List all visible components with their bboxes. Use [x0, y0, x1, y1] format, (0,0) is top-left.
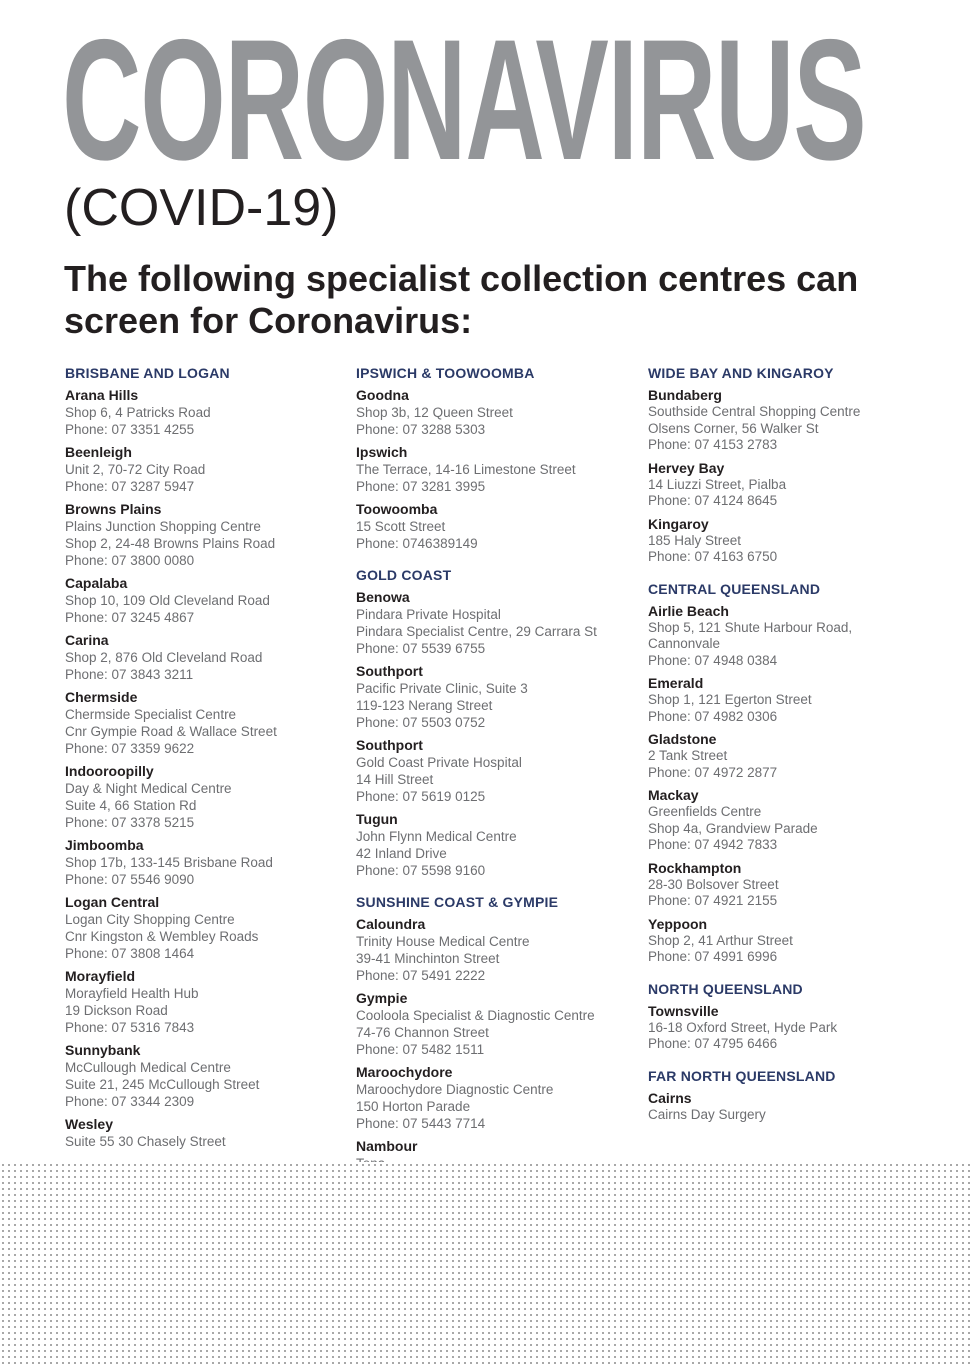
centre-detail: John Flynn Medical Centre	[356, 829, 517, 844]
centre-detail: Phone: 07 4124 8645	[648, 493, 778, 508]
centre-name: Jimboomba	[65, 837, 144, 853]
centre-detail: Trinity House Medical Centre	[356, 934, 530, 949]
centre-detail: Morayfield Health Hub	[65, 986, 199, 1001]
centre-entry	[65, 688, 345, 757]
centre-name: Benowa	[356, 589, 410, 605]
centre-name: Hervey Bay	[648, 459, 725, 476]
centre-detail: 14 Hill Street	[356, 772, 434, 787]
region-block	[648, 980, 928, 1053]
page-title: CORONAVIRUS	[62, 4, 866, 196]
centre-detail: Cnr Kingston & Wembley Roads	[65, 929, 259, 944]
centre-detail: Shop 1, 121 Egerton Street	[648, 692, 812, 707]
centre-entry	[356, 989, 636, 1058]
centre-name: Tugun	[356, 811, 398, 827]
centre-detail: McCullough Medical Centre	[65, 1060, 231, 1075]
centre-detail: 119-123 Nerang Street	[356, 698, 493, 713]
centre-entry	[356, 915, 636, 984]
centre-entry	[65, 836, 345, 888]
centre-detail: Phone: 07 4991 6996	[648, 949, 778, 964]
centre-name: Maroochydore	[356, 1064, 453, 1080]
centre-detail: Gold Coast Private Hospital	[356, 755, 522, 770]
centre-detail: Cairns Day Surgery	[648, 1106, 766, 1122]
column-2	[356, 364, 636, 1186]
centre-entry	[65, 500, 345, 569]
centre-name: Carina	[65, 632, 109, 648]
centre-detail: Phone: 07 3288 5303	[356, 422, 486, 437]
centre-name: Wesley	[65, 1116, 113, 1132]
centre-detail: Phone: 07 5503 0752	[356, 715, 486, 730]
centre-name: Southport	[356, 737, 423, 753]
centre-detail: 16-18 Oxford Street, Hyde Park	[648, 1019, 838, 1035]
centre-entry	[356, 1063, 636, 1132]
centre-entry	[648, 515, 928, 566]
centre-entry	[648, 1002, 928, 1053]
region-block	[356, 364, 636, 552]
centre-detail: Plains Junction Shopping Centre	[65, 519, 261, 534]
centre-name: Rockhampton	[648, 859, 742, 876]
centre-detail: Suite 55 30 Chasely Street	[65, 1134, 226, 1149]
centre-detail: Phone: 07 3245 4867	[65, 610, 195, 625]
centre-name: Mackay	[648, 787, 699, 803]
centre-detail: Phone: 07 4163 6750	[648, 549, 778, 564]
centre-entry	[65, 443, 345, 495]
centre-detail: Logan City Shopping Centre	[65, 912, 235, 927]
centre-detail: Suite 21, 245 McCullough Street	[65, 1077, 260, 1092]
centre-detail: Phone: 07 5482 1511	[356, 1042, 485, 1057]
centre-entry	[65, 574, 345, 626]
column-1	[65, 364, 345, 1164]
centre-entry	[648, 1089, 928, 1124]
region-block	[648, 580, 928, 966]
centre-entry	[356, 662, 636, 731]
region-block	[356, 566, 636, 879]
centre-name: Townsville	[648, 1002, 719, 1019]
centre-detail: Phone: 07 4153 2783	[648, 437, 778, 452]
centre-name: Arana Hills	[65, 387, 139, 403]
centre-detail: Phone: 0746389149	[356, 536, 478, 551]
centre-detail: Phone: 07 4795 6466	[648, 1036, 778, 1051]
centre-detail: Phone: 07 5598 9160	[356, 863, 486, 878]
centre-entry	[648, 602, 928, 670]
region-heading: FAR NORTH QUEENSLAND	[648, 1067, 836, 1084]
centre-detail: 28-30 Bolsover Street	[648, 876, 779, 892]
centre-detail: 74-76 Channon Street	[356, 1025, 489, 1040]
centre-entry	[65, 631, 345, 683]
centre-detail: 42 Inland Drive	[356, 846, 447, 861]
dotted-overlay	[0, 1162, 974, 1366]
centre-entry	[648, 915, 928, 966]
centre-detail: 19 Dickson Road	[65, 1003, 168, 1018]
centre-detail: Phone: 07 4972 2877	[648, 764, 778, 780]
centre-detail: Shop 6, 4 Patricks Road	[65, 405, 211, 420]
centre-name: Southport	[356, 663, 423, 679]
centre-detail: Cannonvale	[648, 636, 721, 651]
centre-detail: The Terrace, 14-16 Limestone Street	[356, 462, 576, 477]
centre-detail: 14 Liuzzi Street, Pialba	[648, 476, 787, 492]
centre-entry	[65, 386, 345, 438]
region-heading: SUNSHINE COAST & GYMPIE	[356, 894, 559, 910]
centre-name: Morayfield	[65, 968, 136, 984]
section-heading: The following specialist collection centres can screen for Coronavirus:	[64, 258, 859, 341]
centre-entry	[65, 893, 345, 962]
centre-detail: Shop 17b, 133-145 Brisbane Road	[65, 855, 273, 870]
region-block	[648, 364, 928, 566]
centre-detail: Shop 2, 24-48 Browns Plains Road	[65, 536, 276, 551]
centre-detail: Pindara Specialist Centre, 29 Carrara St	[356, 624, 597, 639]
centre-detail: Phone: 07 4948 0384	[648, 652, 778, 668]
centre-name: Toowoomba	[356, 501, 438, 517]
centre-detail: 185 Haly Street	[648, 532, 742, 548]
centre-name: Goodna	[356, 387, 409, 403]
centre-detail: Phone: 07 3344 2309	[65, 1094, 195, 1109]
centre-entry	[356, 386, 636, 438]
centre-entry	[356, 810, 636, 879]
region-block	[648, 1067, 928, 1124]
centre-detail: Shop 4a, Grandview Parade	[648, 820, 818, 836]
centre-entry	[65, 1115, 345, 1150]
centre-entry	[356, 588, 636, 657]
centre-name: Capalaba	[65, 575, 128, 591]
centre-entry	[65, 762, 345, 831]
centre-detail: Phone: 07 3351 4255	[65, 422, 195, 437]
centre-detail: Phone: 07 5546 9090	[65, 872, 195, 887]
centre-detail: 15 Scott Street	[356, 519, 446, 534]
centre-name: Chermside	[65, 689, 138, 705]
centre-entry	[648, 459, 928, 510]
centre-name: Airlie Beach	[648, 602, 729, 619]
centre-detail: Olsens Corner, 56 Walker St	[648, 420, 819, 436]
centre-detail: 2 Tank Street	[648, 748, 728, 763]
centre-entry	[356, 736, 636, 805]
centre-detail: Phone: 07 4942 7833	[648, 837, 778, 852]
centre-name: Logan Central	[65, 894, 160, 910]
centre-detail: Day & Night Medical Centre	[65, 781, 232, 796]
centre-detail: Phone: 07 5539 6755	[356, 641, 486, 656]
centre-detail: Shop 2, 41 Arthur Street	[648, 932, 793, 948]
centre-detail: Phone: 07 4921 2155	[648, 893, 778, 908]
centre-name: Cairns	[648, 1089, 692, 1106]
region-heading: CENTRAL QUEENSLAND	[648, 580, 821, 597]
centre-detail: Unit 2, 70-72 City Road	[65, 462, 206, 477]
centre-entry	[65, 1041, 345, 1110]
page-subtitle: (COVID-19)	[64, 179, 339, 237]
centre-detail: Greenfields Centre	[648, 804, 762, 819]
centre-detail: Phone: 07 4982 0306	[648, 708, 778, 724]
centre-detail: 150 Horton Parade	[356, 1099, 471, 1114]
centre-entry	[648, 386, 928, 454]
centre-detail: 39-41 Minchinton Street	[356, 951, 500, 966]
region-heading: BRISBANE AND LOGAN	[65, 365, 230, 381]
centre-detail: Phone: 07 3378 5215	[65, 815, 195, 830]
centre-entry	[356, 443, 636, 495]
centre-entry	[648, 674, 928, 725]
region-block	[65, 364, 345, 1150]
centre-detail: Phone: 07 5619 0125	[356, 789, 486, 804]
centre-name: Caloundra	[356, 916, 426, 932]
region-heading: GOLD COAST	[356, 567, 452, 583]
centre-detail: Phone: 07 3359 9622	[65, 741, 195, 756]
centre-detail: Phone: 07 3281 3995	[356, 479, 486, 494]
centre-detail: Cnr Gympie Road & Wallace Street	[65, 724, 277, 739]
centre-detail: Shop 5, 121 Shute Harbour Road,	[648, 619, 853, 635]
centre-detail: Phone: 07 5491 2222	[356, 968, 486, 983]
centre-name: Kingaroy	[648, 515, 709, 532]
region-heading: IPSWICH & TOOWOOMBA	[356, 365, 535, 381]
centre-name: Beenleigh	[65, 444, 132, 460]
region-heading: NORTH QUEENSLAND	[648, 980, 803, 997]
centre-detail: Cooloola Specialist & Diagnostic Centre	[356, 1008, 595, 1023]
region-block	[356, 893, 636, 1172]
centre-name: Yeppoon	[648, 915, 708, 932]
centre-detail: Phone: 07 3808 1464	[65, 946, 195, 961]
centre-detail: Phone: 07 3287 5947	[65, 479, 195, 494]
centre-entry	[65, 967, 345, 1036]
centre-detail: Suite 4, 66 Station Rd	[65, 798, 197, 813]
centre-entry	[648, 786, 928, 854]
centre-entry	[648, 859, 928, 910]
centre-detail: Maroochydore Diagnostic Centre	[356, 1082, 554, 1097]
centre-name: Bundaberg	[648, 387, 722, 403]
centre-detail: Phone: 07 5443 7714	[356, 1116, 486, 1131]
centre-detail: Southside Central Shopping Centre	[648, 404, 861, 419]
centre-detail: Pindara Private Hospital	[356, 607, 501, 622]
centre-detail: Phone: 07 5316 7843	[65, 1020, 195, 1035]
centre-name: Gladstone	[648, 731, 717, 747]
centre-name: Sunnybank	[65, 1042, 141, 1058]
centre-detail: Shop 10, 109 Old Cleveland Road	[65, 593, 270, 608]
centre-name: Emerald	[648, 675, 704, 691]
centre-detail: Chermside Specialist Centre	[65, 707, 237, 722]
centre-name: Gympie	[356, 990, 408, 1006]
centre-entry	[648, 730, 928, 781]
centre-name: Nambour	[356, 1138, 418, 1154]
column-3	[648, 364, 928, 1137]
centre-detail: Phone: 07 3800 0080	[65, 553, 195, 568]
centre-name: Ipswich	[356, 444, 408, 460]
region-heading: WIDE BAY AND KINGAROY	[648, 365, 834, 381]
centre-name: Browns Plains	[65, 501, 162, 517]
centre-detail: Shop 3b, 12 Queen Street	[356, 405, 513, 420]
centre-detail: Shop 2, 876 Old Cleveland Road	[65, 650, 263, 665]
centre-entry	[356, 500, 636, 552]
centre-name: Indooroopilly	[65, 763, 154, 779]
centre-detail: Pacific Private Clinic, Suite 3	[356, 681, 528, 696]
centre-detail: Phone: 07 3843 3211	[65, 667, 194, 682]
